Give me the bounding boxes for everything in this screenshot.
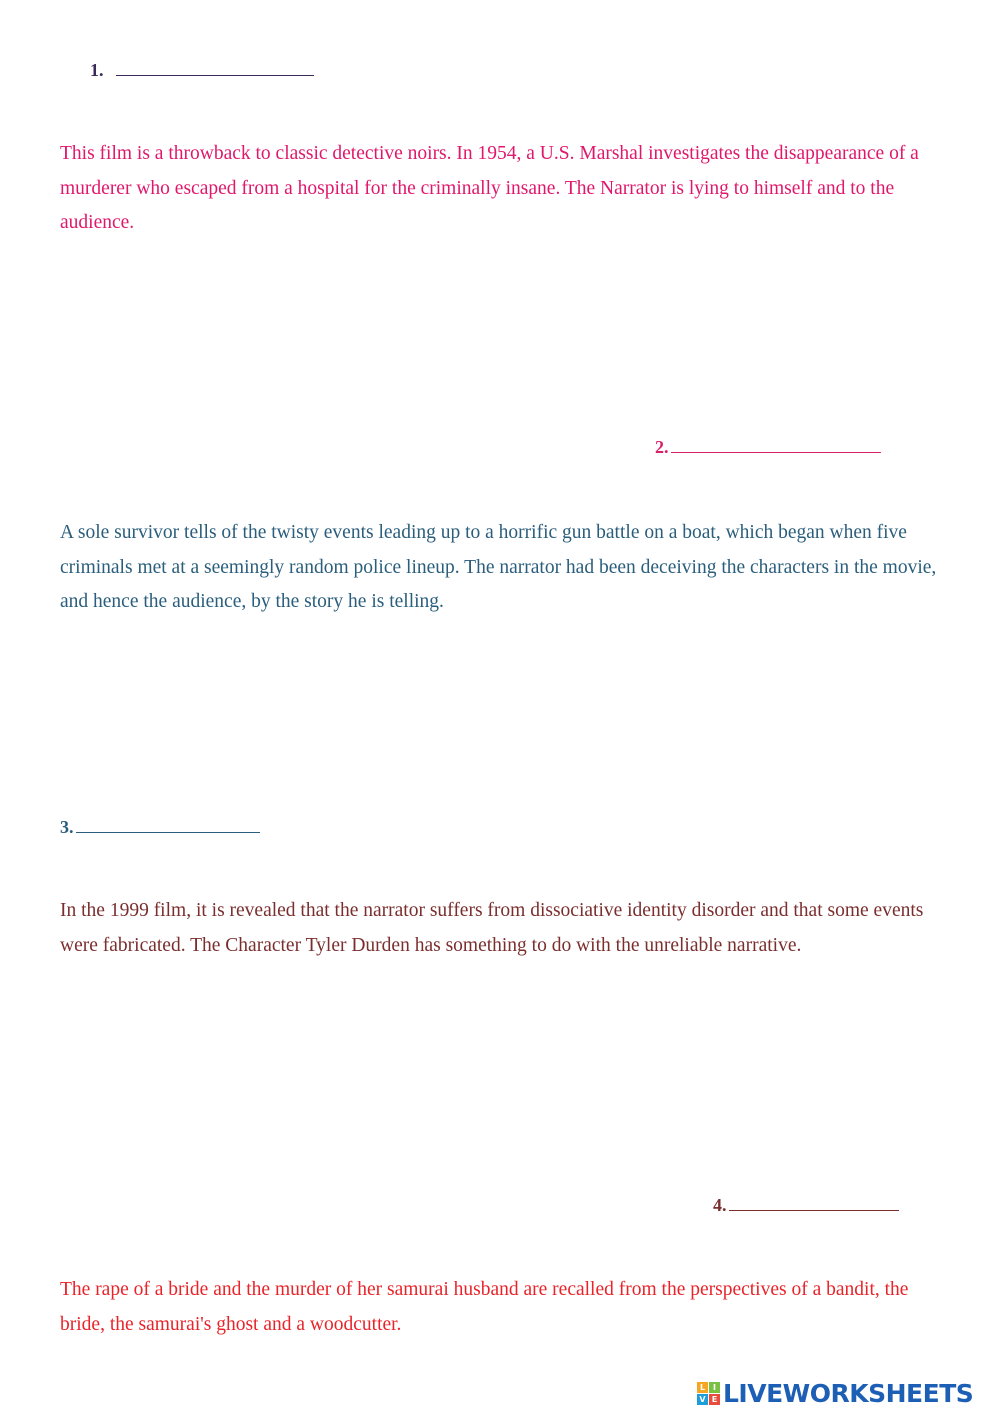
question-3-answer-field[interactable]: [78, 814, 264, 836]
live-badge-icon: [697, 1382, 720, 1405]
question-1-description: This film is a throwback to classic detective noirs. In 1954, a U.S. Marshal investigates the disappearance of a murderer who escaped from a hospital for the criminally insane. The Narrator is lying to himself and to the audience.: [60, 143, 919, 233]
question-4-description: The rape of a bride and the murder of her samurai husband are recalled from the perspectives of a bandit, the bride, the samurai's ghost and a woodcutter.: [60, 1279, 909, 1335]
logo-letter-i: I: [709, 1382, 720, 1393]
logo-letter-e: E: [709, 1394, 720, 1405]
logo-wordmark: LIVEWORKSHEETS: [723, 1378, 974, 1408]
question-2-answer-field[interactable]: [674, 434, 886, 456]
liveworksheets-logo: [697, 1376, 973, 1410]
question-1-answer-field[interactable]: [120, 56, 320, 78]
question-3-description: In the 1999 film, it is revealed that the narrator suffers from dissociative identity disorder and that some events were fabricated. The Character Tyler Durden has something to do with the unreliable narrative.: [60, 900, 924, 956]
logo-letter-l: L: [697, 1382, 708, 1393]
question-2-description: A sole survivor tells of the twisty events leading up to a horrific gun battle on a boat, which began when five criminals met at a seemingly random police lineup. The narrator had been deceiving the characters in the movie, and hence the audience, by the story he is telling.: [60, 522, 937, 612]
question-3-number-label: 3.: [60, 817, 74, 837]
question-2-number-label: 2.: [655, 437, 669, 457]
question-4-answer-field[interactable]: [732, 1192, 904, 1214]
question-1-number-label: 1.: [90, 60, 104, 80]
logo-letter-v: V: [697, 1394, 708, 1405]
question-4-number-label: 4.: [713, 1195, 727, 1215]
